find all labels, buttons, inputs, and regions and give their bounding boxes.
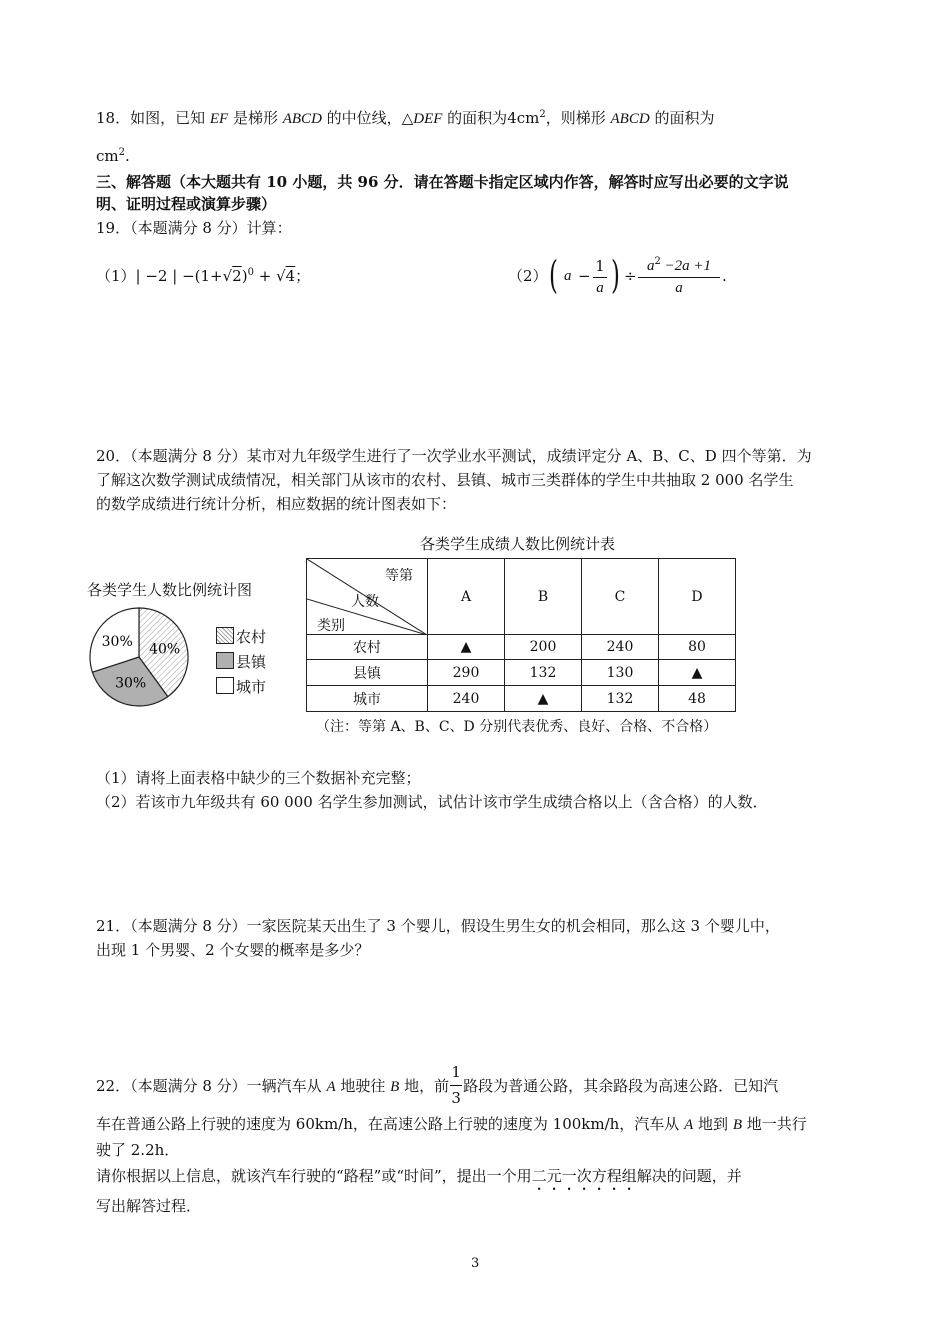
q20-line2: 了解这次数学测试成绩情况，相关部门从该市的农村、县镇、城市三类群体的学生中共抽取 2 000 名学生	[96, 471, 794, 489]
table-cell: 200	[505, 635, 582, 660]
page-number: 3	[471, 1256, 480, 1271]
table-cell: 240	[428, 686, 505, 712]
legend-item-county: 县镇	[216, 652, 266, 671]
table-title: 各类学生成绩人数比例统计表	[420, 535, 616, 553]
table-cell: 240	[582, 635, 659, 660]
q21-line2: 出现 1 个男婴、2 个女婴的概率是多少？	[96, 941, 370, 959]
header-count: 人数	[351, 594, 379, 610]
table-cell: 130	[582, 660, 659, 686]
pie-label-2: 30%	[115, 675, 147, 692]
col-header-a: A	[428, 559, 505, 635]
q18-line2: $cm^2$.	[96, 147, 130, 165]
table-cell: 132	[505, 660, 582, 686]
legend-swatch-rural	[216, 627, 234, 644]
table-row	[307, 660, 736, 686]
table-cell: 48	[659, 686, 736, 712]
q20-line1: 20．（本题满分 8 分）某市对九年级学生进行了一次学业水平测试，成绩评定分 A、B、C、D 四个等第．为	[96, 447, 812, 465]
q22-line2: 车在普通公路上行驶的速度为 60km/h，在高速公路上行驶的速度为 100km/h，汽车从 A 地到 B 地一共行	[96, 1115, 807, 1133]
q22-line4: 请你根据以上信息，就该汽车行驶的“路程”或“时间”，提出一个用二元一次方程组解决的问题，并	[96, 1167, 742, 1185]
legend-item-rural: 农村	[216, 627, 266, 646]
pie-label-3: 30%	[101, 634, 133, 651]
table-header-diagonal	[307, 559, 428, 635]
row-label: 农村	[307, 635, 428, 660]
q19-part1: （1）| −2 | $-(1+√2)^0 + √4$；	[96, 267, 311, 285]
table-row	[307, 635, 736, 660]
legend-swatch-county	[216, 652, 234, 669]
header-type: 类别	[317, 618, 345, 634]
header-grade: 等第	[385, 568, 413, 584]
section3-heading-line1: 三、解答题（本大题共有 10 小题，共 96 分．请在答题卡指定区域内作答，解答时应写出必要的文字说	[96, 173, 789, 191]
q20-line3: 的数学成绩进行统计分析，相应数据的统计图表如下：	[96, 495, 457, 513]
q19-title: 19．（本题满分 8 分）计算：	[96, 219, 292, 237]
col-header-d: D	[659, 559, 736, 635]
pie-title: 各类学生人数比例统计图	[87, 581, 253, 599]
table-note: （注：等第 A、B、C、D 分别代表优秀、良好、合格、不合格）	[316, 719, 718, 735]
stat-table	[306, 558, 736, 712]
pie-chart	[88, 606, 190, 708]
q20-sub2: （2）若该市九年级共有 60 000 名学生参加测试，试估计该市学生成绩合格以上（含合格）的人数．	[96, 793, 768, 811]
q22-line5: 写出解答过程．	[96, 1197, 202, 1215]
table-row	[307, 686, 736, 712]
table-cell: ▲	[505, 686, 582, 712]
row-label: 县镇	[307, 660, 428, 686]
table-cell: 290	[428, 660, 505, 686]
q22-line1: 22．（本题满分 8 分）一辆汽车从 A 地驶往 B 地，前 $\frac{1}{3}$ 路段为普通公路，其余路段为高速公路．已知汽	[96, 1063, 779, 1107]
row-label: 城市	[307, 686, 428, 712]
legend-swatch-city	[216, 677, 234, 694]
q20-sub1: （1）请将上面表格中缺少的三个数据补充完整；	[96, 769, 421, 787]
q18-line1: 18．如图，已知 EF 是梯形 ABCD 的中位线，△DEF 的面积为$4cm^2$，则梯形 ABCD 的面积为	[96, 109, 715, 127]
q21-line1: 21．（本题满分 8 分）一家医院某天出生了 3 个婴儿，假设生男生女的机会相同，那么这 3 个婴儿中，	[96, 917, 780, 935]
table-cell: 132	[582, 686, 659, 712]
pie-label-1: 40%	[149, 641, 181, 658]
col-header-c: C	[582, 559, 659, 635]
col-header-b: B	[505, 559, 582, 635]
legend-item-city: 城市	[216, 677, 266, 696]
section3-heading-line2: 明、证明过程或演算步骤）	[96, 195, 277, 213]
table-cell: 80	[659, 635, 736, 660]
emphasized-term: 二元一次方程组	[531, 1167, 637, 1185]
table-cell: ▲	[659, 660, 736, 686]
q22-line3: 驶了 2.2h．	[96, 1141, 180, 1159]
table-cell: ▲	[428, 635, 505, 660]
